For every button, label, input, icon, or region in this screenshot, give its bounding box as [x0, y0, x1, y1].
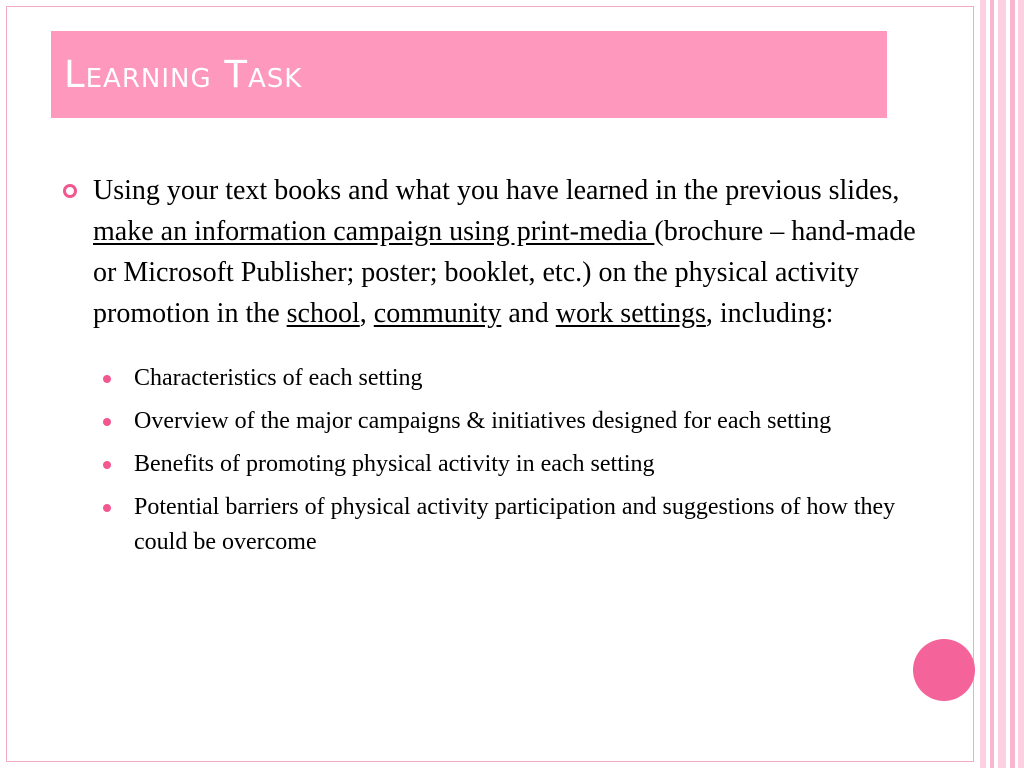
- edge-stripe-5: [1018, 0, 1024, 768]
- underlined-segment-work-settings: work settings: [555, 298, 706, 329]
- list-item-text: Potential barriers of physical activity participation and suggestions of how they could be overcome: [134, 494, 896, 555]
- dot-bullet-icon: [103, 418, 111, 426]
- text-segment: , including:: [705, 298, 834, 329]
- main-bullet: [63, 170, 929, 334]
- slide-body: [63, 170, 929, 568]
- edge-stripe-1: [980, 0, 986, 768]
- ring-bullet-icon: [63, 184, 77, 198]
- sub-bullet-list: [63, 361, 929, 560]
- edge-stripe-3: [998, 0, 1006, 768]
- dot-bullet-icon: [103, 504, 111, 512]
- edge-stripe-2: [990, 0, 994, 768]
- dot-bullet-icon: [103, 375, 111, 383]
- dot-bullet-icon: [103, 461, 111, 469]
- list-item: [103, 361, 929, 396]
- slide-title: Learning Task: [64, 53, 303, 96]
- list-item: [103, 490, 929, 560]
- edge-stripe-4: [1010, 0, 1015, 768]
- circle-decoration: [913, 639, 975, 701]
- text-segment: Using your text books and what you have learned in the previous slides,: [93, 175, 900, 206]
- list-item-text: Characteristics of each setting: [134, 365, 423, 391]
- list-item: [103, 447, 929, 482]
- list-item-text: Benefits of promoting physical activity in each setting: [134, 451, 655, 477]
- main-bullet-text: [93, 175, 916, 329]
- underlined-segment-school: school: [286, 298, 360, 329]
- list-item-text: Overview of the major campaigns & initiatives designed for each setting: [134, 408, 832, 434]
- text-segment: (brochure – hand-made or Microsoft Publisher; poster; booklet, etc.) on the physical activity promotion in the: [93, 216, 916, 329]
- underlined-segment-community: community: [373, 298, 502, 329]
- list-item: [103, 404, 929, 439]
- text-segment: and: [501, 298, 556, 329]
- underlined-segment: make an information campaign using print-media: [93, 216, 655, 247]
- text-segment: ,: [359, 298, 374, 329]
